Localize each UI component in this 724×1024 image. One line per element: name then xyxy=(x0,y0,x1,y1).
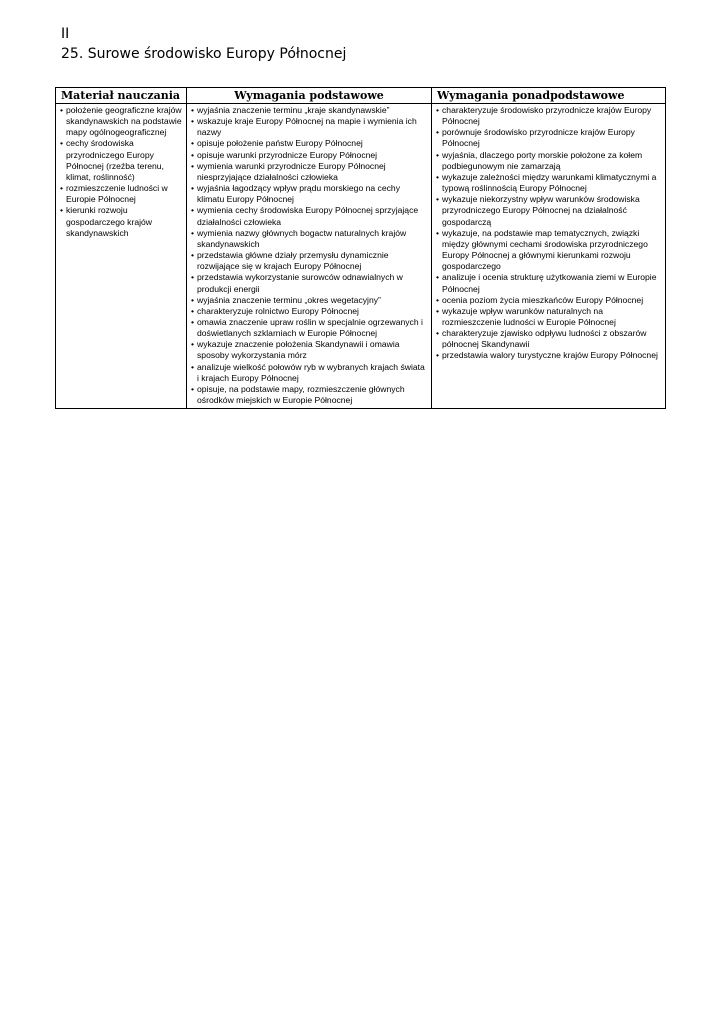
list-item: • przedstawia walory turystyczne krajów Europy Północnej xyxy=(435,350,662,361)
table-header-row xyxy=(56,88,666,104)
column-header-basic: Wymagania podstawowe xyxy=(187,88,432,104)
list-item: • cechy środowiska przyrodniczego Europy Północnej (rzeźba terenu, klimat, roślinność) xyxy=(59,138,183,183)
page-title: 25. Surowe środowisko Europy Północnej xyxy=(61,46,347,62)
list-item: • charakteryzuje zjawisko odpływu ludności z obszarów północnej Skandynawii xyxy=(435,328,662,350)
material-cell xyxy=(56,104,187,409)
list-item: • wykazuje niekorzystny wpływ warunków środowiska przyrodniczego Europy Północnej na działalność gospodarczą xyxy=(435,194,662,227)
list-item: • wyjaśnia łagodzący wpływ prądu morskiego na cechy klimatu Europy Północnej xyxy=(190,183,428,205)
advanced-requirements-cell xyxy=(432,104,666,409)
list-item: • wyjaśnia znaczenie terminu „kraje skandynawskie” xyxy=(190,105,428,116)
list-item: • ocenia poziom życia mieszkańców Europy Północnej xyxy=(435,295,662,306)
list-item: • charakteryzuje rolnictwo Europy Północnej xyxy=(190,306,428,317)
curriculum-table xyxy=(55,87,666,409)
list-item: • położenie geograficzne krajów skandynawskich na podstawie mapy ogólnogeograficznej xyxy=(59,105,183,138)
column-header-material: Materiał nauczania xyxy=(56,88,187,104)
basic-requirements-list xyxy=(190,105,428,406)
part-number: II xyxy=(61,26,70,42)
list-item: • wykazuje znaczenie położenia Skandynawii i omawia sposoby wykorzystania mórz xyxy=(190,339,428,361)
basic-requirements-cell xyxy=(187,104,432,409)
list-item: • wyjaśnia znaczenie terminu „okres wegetacyjny” xyxy=(190,295,428,306)
list-item: • analizuje wielkość połowów ryb w wybranych krajach świata i krajach Europy Północnej xyxy=(190,362,428,384)
table-row xyxy=(56,104,666,409)
list-item: • rozmieszczenie ludności w Europie Północnej xyxy=(59,183,183,205)
advanced-requirements-list xyxy=(435,105,662,362)
list-item: • przedstawia wykorzystanie surowców odnawialnych w produkcji energii xyxy=(190,272,428,294)
list-item: • wyjaśnia, dlaczego porty morskie położone za kołem podbiegunowym nie zamarzają xyxy=(435,150,662,172)
list-item: • analizuje i ocenia strukturę użytkowania ziemi w Europie Północnej xyxy=(435,272,662,294)
column-header-advanced: Wymagania ponadpodstawowe xyxy=(432,88,666,104)
list-item: • omawia znaczenie upraw roślin w specjalnie ogrzewanych i doświetlanych szklarniach w Europie Północnej xyxy=(190,317,428,339)
list-item: • porównuje środowisko przyrodnicze krajów Europy Północnej xyxy=(435,127,662,149)
list-item: • charakteryzuje środowisko przyrodnicze krajów Europy Północnej xyxy=(435,105,662,127)
list-item: • kierunki rozwoju gospodarczego krajów skandynawskich xyxy=(59,205,183,238)
list-item: • wykazuje, na podstawie map tematycznych, związki między głównymi cechami środowiska przyrodniczego Europy Północnej a głównymi kierunkami rozwoju gospodarczego xyxy=(435,228,662,273)
list-item: • wskazuje kraje Europy Północnej na mapie i wymienia ich nazwy xyxy=(190,116,428,138)
list-item: • wymienia nazwy głównych bogactw naturalnych krajów skandynawskich xyxy=(190,228,428,250)
list-item: • opisuje warunki przyrodnicze Europy Północnej xyxy=(190,150,428,161)
list-item: • opisuje położenie państw Europy Północnej xyxy=(190,138,428,149)
list-item: • wykazuje zależności między warunkami klimatycznymi a typową roślinnością Europy Północnej xyxy=(435,172,662,194)
list-item: • wykazuje wpływ warunków naturalnych na rozmieszczenie ludności w Europie Północnej xyxy=(435,306,662,328)
page-header xyxy=(61,24,346,64)
list-item: • przedstawia główne działy przemysłu dynamicznie rozwijające się w krajach Europy Północnej xyxy=(190,250,428,272)
list-item: • opisuje, na podstawie mapy, rozmieszczenie głównych ośrodków miejskich w Europie Północnej xyxy=(190,384,428,406)
material-list xyxy=(59,105,183,239)
list-item: • wymienia cechy środowiska Europy Północnej sprzyjające działalności człowieka xyxy=(190,205,428,227)
list-item: • wymienia warunki przyrodnicze Europy Północnej niesprzyjające działalności człowieka xyxy=(190,161,428,183)
